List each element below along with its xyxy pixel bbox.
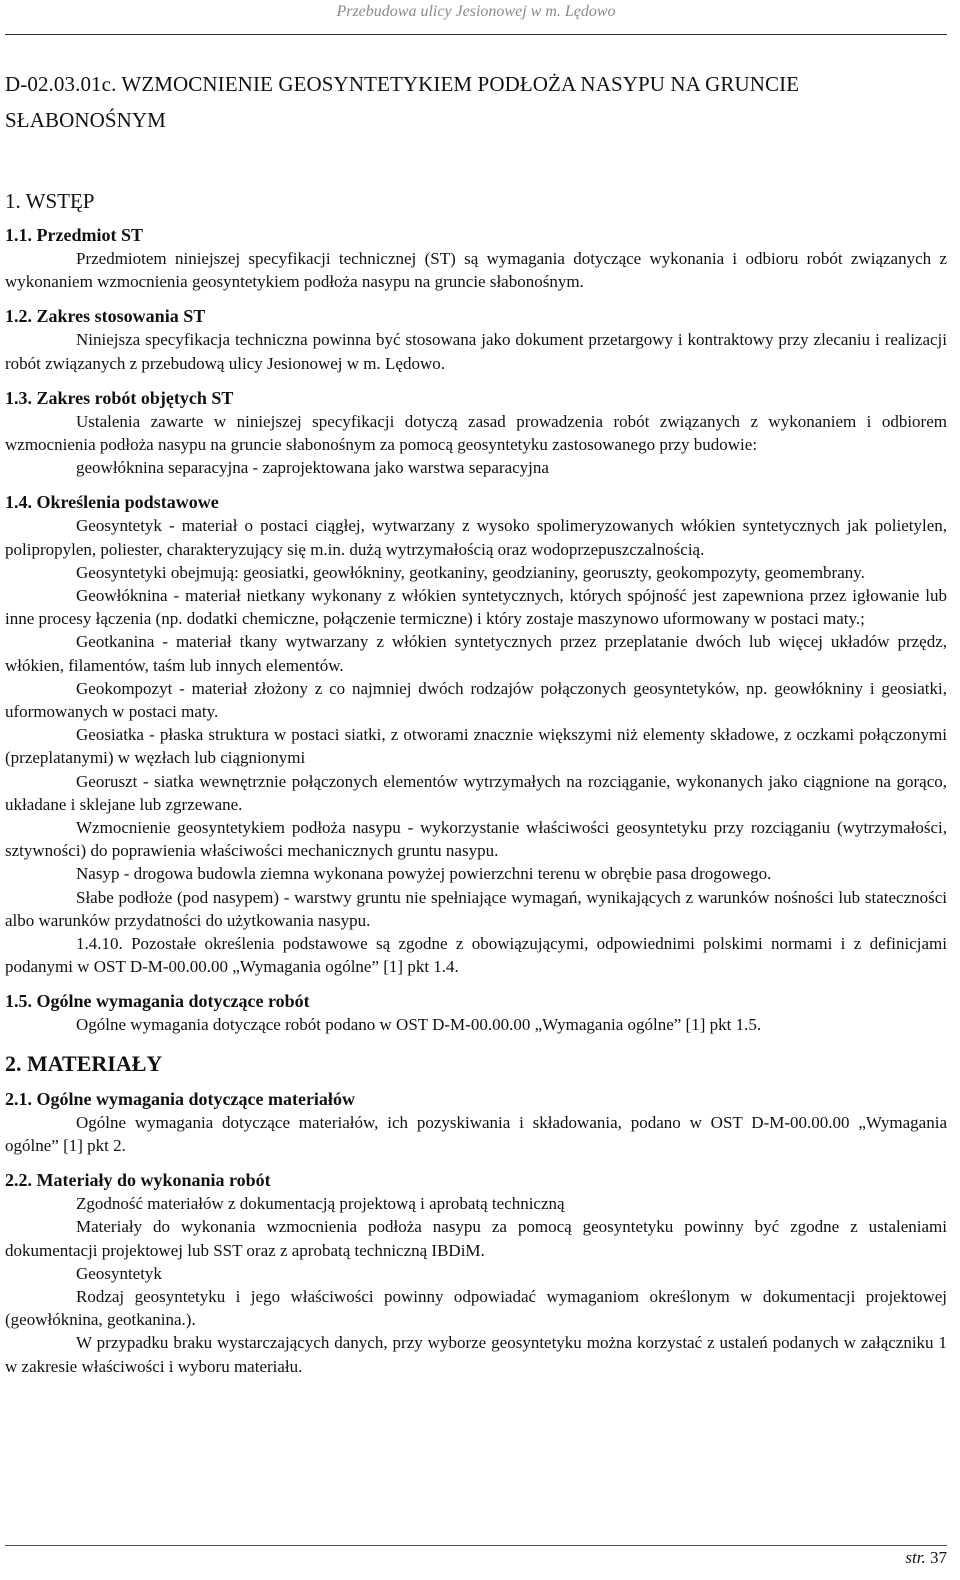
section-2-2-text-1: Materiały do wykonania wzmocnienia podłoża nasypu za pomocą geosyntetyku powinny być zgodne z ustaleniami dokumentacji projektowej lub SST oraz z aprobatą techniczną IBDiM. [5, 1217, 947, 1260]
section-1-3-heading: 1.3. Zakres robót objętych ST [5, 387, 234, 408]
section-1-2-heading: 1.2. Zakres stosowania ST [5, 306, 206, 327]
header-rule [5, 34, 947, 35]
section-1-5-heading: 1.5. Ogólne wymagania dotyczące robót [5, 991, 310, 1012]
definition-geokompozyt: Geokompozyt - materiał złożony z co najmniej dwóch rodzajów połączonych geosyntetyków, np. geowłókniny i geosiatki, uformowanych w postaci maty. [5, 678, 947, 722]
section-1-2-text: Niniejsza specyfikacja techniczna powinna być stosowana jako dokument przetargowy i kontraktowy przy zlecaniu i realizacji robót związanych z przebudową ulicy Jesionowej w m. Lędowo. [5, 330, 947, 373]
definition-nasyp: Nasyp - drogowa budowla ziemna wykonana powyżej powierzchni terenu w obrębie pasa drogowego. [76, 864, 772, 884]
section-1-1-heading: 1.1. Przedmiot ST [5, 225, 143, 245]
section-2-2-heading: 2.2. Materiały do wykonania robót [5, 1170, 271, 1191]
section-1-4-heading: 1.4. Określenia podstawowe [5, 492, 219, 513]
page-number-value: 37 [930, 1548, 947, 1567]
definition-pozostale: 1.4.10. Pozostałe określenia podstawowe są zgodne z obowiązującymi, odpowiednimi polskimi normami i z definicjami podanymi w OST D-M-00.00.00 „Wymagania ogólne” [1] pkt 1.4. [5, 934, 947, 977]
section-1-5-text: Ogólne wymagania dotyczące robót podano w OST D-M-00.00.00 „Wymagania ogólne” [1] pkt 1.5. [76, 1015, 762, 1035]
section-2-1-text: Ogólne wymagania dotyczące materiałów, ich pozyskiwania i składowania, podano w OST D-M-00.00.00 „Wymagania ogólne” [1] pkt 2. [5, 1112, 947, 1155]
section-1-heading: 1. WSTĘP [5, 189, 95, 213]
page-label: str. [905, 1548, 926, 1567]
section-2-heading: 2. MATERIAŁY [5, 1050, 163, 1076]
running-header: Przebudowa ulicy Jesionowej w m. Lędowo [336, 3, 616, 20]
section-2-1-heading: 2.1. Ogólne wymagania dotyczące materiałów [5, 1088, 355, 1109]
definition-geosyntetyki: Geosyntetyki obejmują: geosiatki, geowłókniny, geotkaniny, geodzianiny, georuszty, geokompozyty, geomembrany. [76, 562, 865, 582]
definition-georuszt: Georuszt - siatka wewnętrznie połączonych elementów wytrzymałych na rozciąganie, wykonanych jako ciągnione na gorąco, układane i sklejane lub zgrzewane. [5, 771, 947, 814]
page-number [905, 1548, 947, 1568]
section-1-1-text: Przedmiotem niniejszej specyfikacji technicznej (ST) są wymagania dotyczące wykonania i odbioru robót związanych z wykonaniem wzmocnienia geosyntetykiem podłoża nasypu na gruncie słabonośnym. [5, 249, 947, 292]
section-1-3-text: Ustalenia zawarte w niniejszej specyfikacji dotyczą zasad prowadzenia robót związanych z wykonaniem i odbiorem wzmocnienia podłoża nasypu na gruncie słabonośnym za pomocą geosyntetyku zastosowanego przy budowie: [5, 411, 947, 455]
definition-geosiatka: Geosiatka - płaska struktura w postaci siatki, z otworami znacznie większymi niż elementy składowe, z oczkami połączonymi (przeplatanymi) w węzłach lub ciągnionymi [5, 725, 947, 768]
document-title: D-02.03.01c. WZMOCNIENIE GEOSYNTETYKIEM PODŁOŻA NASYPU NA GRUNCIE SŁABONOŚNYM [5, 72, 800, 132]
definition-wzmocnienie: Wzmocnienie geosyntetykiem podłoża nasypu - wykorzystanie właściwości geosyntetyku przy rozciąganiu (wytrzymałości, sztywności) do poprawienia właściwości mechanicznych gruntu nasypu. [5, 818, 947, 861]
section-2-2-text-2: Rodzaj geosyntetyku i jego właściwości powinny odpowiadać wymaganiom określonym w dokumentacji projektowej (geowłóknina, geotkanina.). [5, 1286, 947, 1330]
section-2-2-text-3: W przypadku braku wystarczających danych, przy wyborze geosyntetyku można korzystać z ustaleń podanych w załączniku 1 w zakresie właściwości i wyboru materiału. [5, 1333, 947, 1376]
section-1-3-item: geowłóknina separacyjna - zaprojektowana jako warstwa separacyjna [76, 458, 549, 478]
footer-rule [5, 1545, 947, 1546]
definition-slabe-podloze: Słabe podłoże (pod nasypem) - warstwy gruntu nie spełniające wymagań, wynikających z warunków nośności lub stateczności albo warunków przydatności do użytkowania nasypu. [5, 887, 947, 930]
definition-geosyntetyk: Geosyntetyk - materiał o postaci ciągłej, wytwarzany z wysoko spolimeryzowanych włókien syntetycznych jak polietylen, polipropylen, poliester, charakteryzujący się m.in. dużą wytrzymałością oraz wodoprzepuszczalnością. [5, 516, 947, 559]
document-page [5, 0, 947, 1378]
section-2-2-line-1: Zgodność materiałów z dokumentacją projektową i aprobatą techniczną [76, 1194, 565, 1214]
definition-geotkanina: Geotkanina - materiał tkany wytwarzany z włókien syntetycznych przez przeplatanie dwóch lub więcej układów przędz, włókien, filamentów, taśm lub innych elementów. [5, 632, 947, 675]
definition-geowloknina: Geowłóknina - materiał nietkany wykonany z włókien syntetycznych, których spójność jest zapewniona przez igłowanie lub inne procesy łączenia (np. dodatki chemiczne, połączenie termiczne) i który zostaje maszynowo uformowany w postaci maty.; [5, 586, 947, 629]
section-2-2-line-2: Geosyntetyk [76, 1263, 162, 1283]
